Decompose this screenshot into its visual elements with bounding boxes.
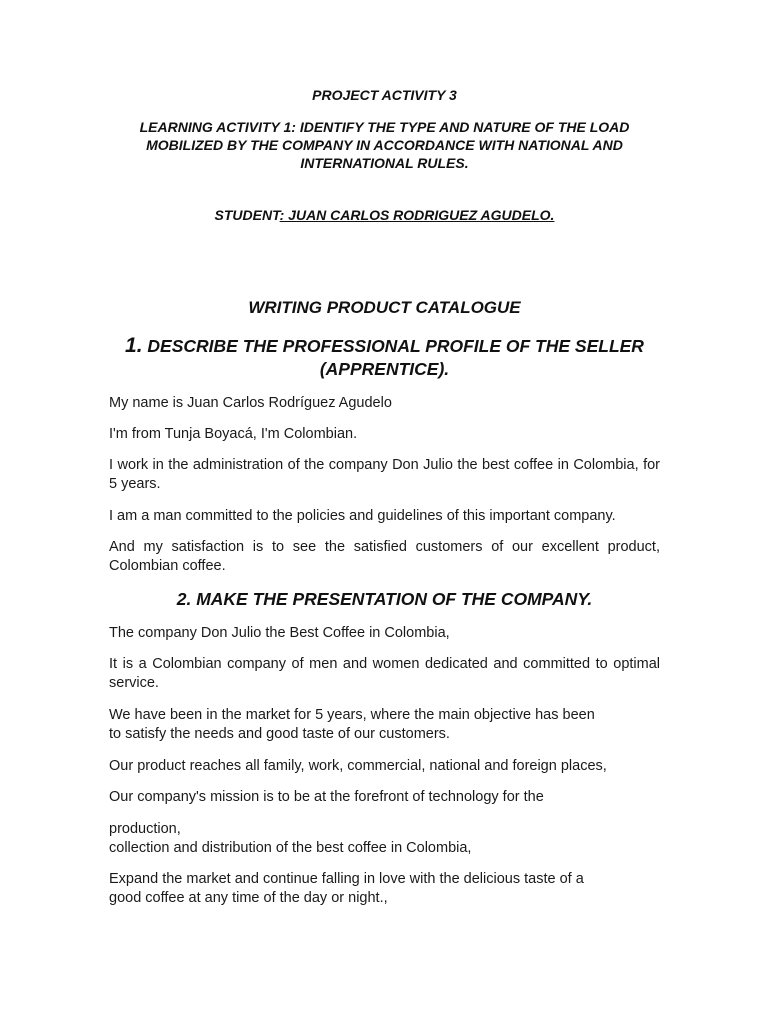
company-paragraph-line: production,	[109, 821, 181, 837]
profile-paragraph: My name is Juan Carlos Rodríguez Agudelo	[109, 395, 392, 411]
company-paragraph: Our product reaches all family, work, commercial, national and foreign places,	[109, 758, 607, 774]
learning-activity-heading: LEARNING ACTIVITY 1: IDENTIFY THE TYPE AND NATURE OF THE LOAD MOBILIZED BY THE COMPANY IN ACCORDANCE WITH NATIONAL AND INTERNATIONAL RULES.	[139, 119, 630, 171]
company-paragraph-line: good coffee at any time of the day or night.,	[109, 890, 388, 906]
student-label: STUDENT	[214, 207, 280, 223]
company-paragraph: Our company's mission is to be at the forefront of technology for the	[109, 789, 544, 805]
company-paragraph	[109, 706, 660, 744]
company-paragraph-line: We have been in the market for 5 years, where the main objective has been	[109, 707, 595, 723]
section1-heading-text: DESCRIBE THE PROFESSIONAL PROFILE OF THE SELLER (APPRENTICE).	[147, 336, 644, 379]
company-paragraph-line: to satisfy the needs and good taste of our customers.	[109, 726, 450, 742]
catalogue-title: WRITING PRODUCT CATALOGUE	[248, 298, 521, 317]
profile-paragraph: I work in the administration of the company Don Julio the best coffee in Colombia, for 5 years.	[109, 457, 660, 492]
company-paragraph: The company Don Julio the Best Coffee in Colombia,	[109, 625, 450, 641]
company-paragraph	[109, 870, 660, 908]
student-line	[109, 206, 660, 224]
profile-paragraph: And my satisfaction is to see the satisfied customers of our excellent product, Colombian coffee.	[109, 539, 660, 574]
company-paragraph-line: Expand the market and continue falling in love with the delicious taste of a	[109, 871, 584, 887]
section1-number: 1.	[125, 334, 143, 357]
company-paragraph-line: collection and distribution of the best coffee in Colombia,	[109, 840, 472, 856]
company-paragraph: It is a Colombian company of men and women dedicated and committed to optimal service.	[109, 656, 660, 691]
project-title: PROJECT ACTIVITY 3	[312, 87, 457, 103]
profile-paragraph: I'm from Tunja Boyacá, I'm Colombian.	[109, 426, 358, 442]
section1-heading	[109, 334, 660, 381]
section2-heading: 2. MAKE THE PRESENTATION OF THE COMPANY.	[176, 589, 593, 609]
student-name: : JUAN CARLOS RODRIGUEZ AGUDELO.	[279, 207, 555, 223]
company-paragraph	[109, 820, 660, 858]
profile-paragraph: I am a man committed to the policies and guidelines of this important company.	[109, 508, 616, 524]
